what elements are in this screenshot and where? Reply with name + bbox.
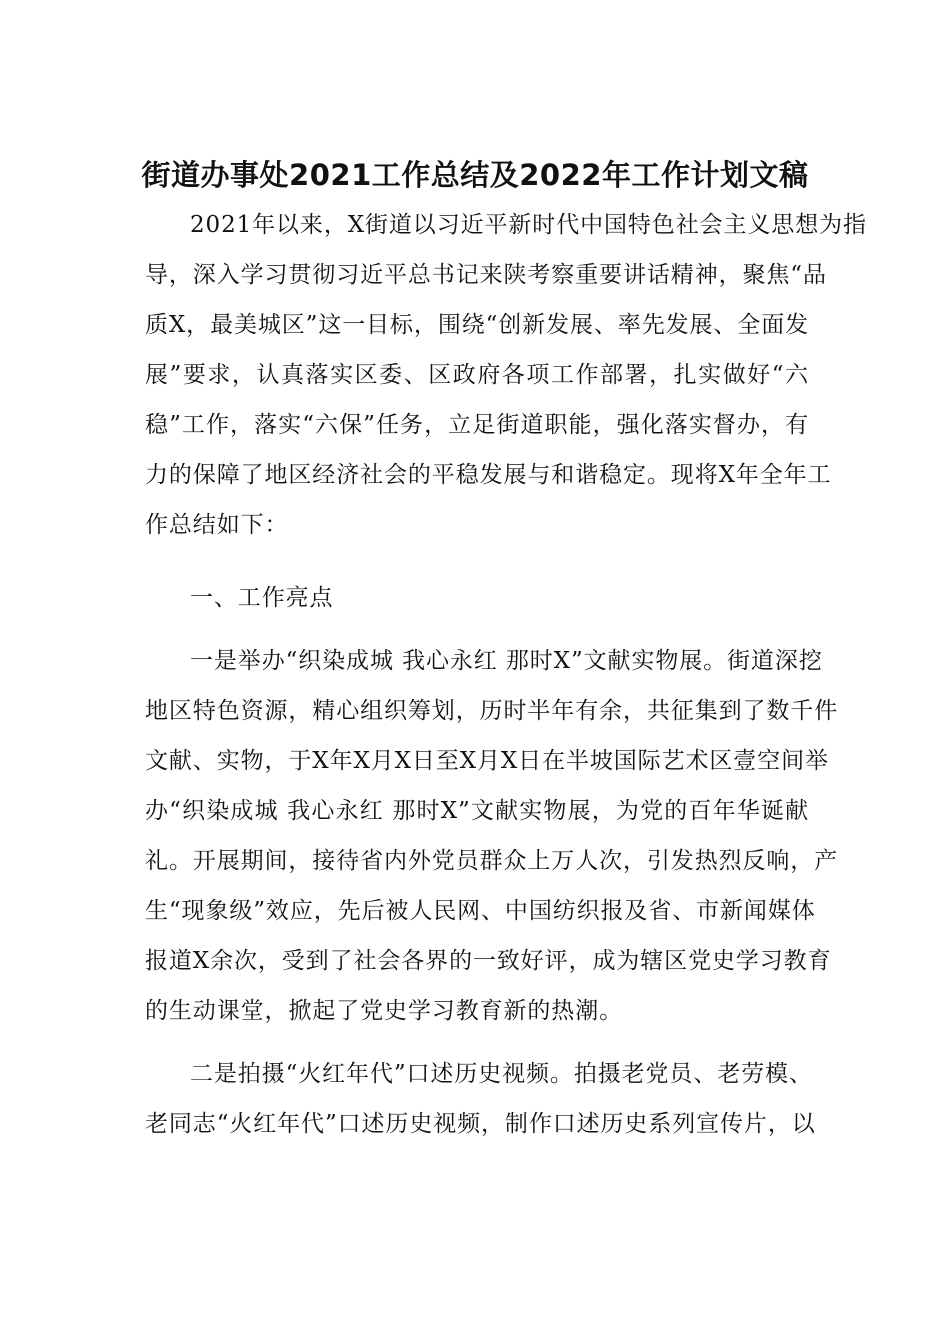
text-line: 礼。开展期间，接待省内外党员群众上万人次，引发热烈反响，产 xyxy=(145,848,839,874)
section-heading-text: 一、工作亮点 xyxy=(190,585,334,611)
text-line: 稳”工作，落实“六保”任务，立足街道职能，强化落实督办，有 xyxy=(145,412,809,438)
text-line: 生“现象级”效应，先后被人民网、中国纺织报及省、市新闻媒体 xyxy=(145,898,816,924)
text-line: 导，深入学习贯彻习近平总书记来陕考察重要讲话精神，聚焦“品 xyxy=(145,262,827,288)
text-line: 质X，最美城区”这一目标，围绕“创新发展、率先发展、全面发 xyxy=(145,312,809,338)
text-line: 一是举办“织染成城 我心永红 那时X”文献实物展。街道深挖 xyxy=(190,648,823,674)
text-line: 报道X余次，受到了社会各界的一致好评，成为辖区党史学习教育 xyxy=(145,948,832,974)
text-line: 2021年以来，X街道以习近平新时代中国特色社会主义思想为指 xyxy=(190,212,867,238)
text-line: 二是拍摄“火红年代”口述历史视频。拍摄老党员、老劳模、 xyxy=(190,1061,813,1087)
text-line: 的生动课堂，掀起了党史学习教育新的热潮。 xyxy=(145,998,623,1024)
text-line: 力的保障了地区经济社会的平稳发展与和谐稳定。现将X年全年工 xyxy=(145,462,832,488)
text-line: 地区特色资源，精心组织筹划，历时半年有余，共征集到了数千件 xyxy=(145,698,839,724)
text-line: 办“织染成城 我心永红 那时X”文献实物展，为党的百年华诞献 xyxy=(145,798,809,824)
text-line: 展”要求，认真落实区委、区政府各项工作部署，扎实做好“六 xyxy=(145,362,809,388)
text-line: 作总结如下： xyxy=(145,512,289,538)
text-line: 老同志“火红年代”口述历史视频，制作口述历史系列宣传片，以 xyxy=(145,1111,816,1137)
document-title: 街道办事处2021工作总结及2022年工作计划文稿 xyxy=(141,158,809,192)
text-line: 文献、实物，于X年X月X日至X月X日在半坡国际艺术区壹空间举 xyxy=(145,748,829,774)
